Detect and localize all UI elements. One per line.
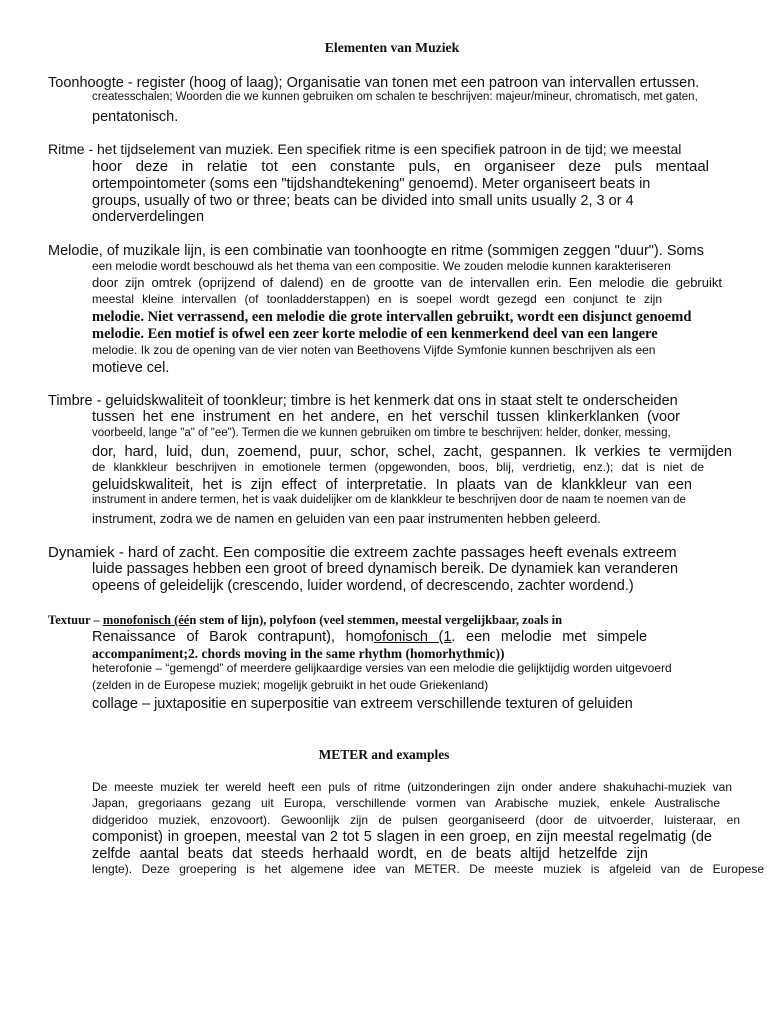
rhythm-line: onderverdelingen [92, 209, 205, 225]
timbre-line: instrument, zodra we de namen en geluiden van een paar instrumenten hebben geleerd. [92, 511, 601, 526]
rhythm-line: ortempointometer (soms een "tijdshandtekening" genoemd). Meter organiseert beats in [92, 176, 651, 192]
melody-line: melodie. Niet verrassend, een melodie die grote intervallen gebruikt, wordt een disjunct genoemd [92, 309, 692, 325]
texture-text: Renaissance of Barok contrapunt), hom [92, 629, 374, 645]
section-heading: METER and examples [318, 747, 450, 762]
pitch-line: createsschalen; Woorden die we kunnen gebruiken om schalen te beschrijven: majeur/mineur, chromatisch, met gaten, [92, 91, 698, 103]
melody-line: Melodie, of muzikale lijn, is een combinatie van toonhoogte en ritme (sommigen zeggen "duur"). Soms [48, 243, 704, 259]
rhythm-line: groups, usually of two or three; beats can be divided into small units usually 2, 3 or 4 [92, 193, 634, 209]
document-title: Elementen van Muziek [324, 40, 460, 55]
melody-line: een melodie wordt beschouwd als het thema van een compositie. We zouden melodie kunnen karakteriseren [92, 259, 671, 273]
texture-label: Textuur – [48, 613, 103, 627]
dynamics-line: opeens of geleidelijk (crescendo, luider wordend, of decrescendo, zachter wordend.) [92, 578, 634, 594]
texture-line: accompaniment;2. chords moving in the same rhythm (homorhythmic)) [92, 646, 505, 661]
dynamics-line: luide passages hebben een groot of breed dynamisch bereik. De dynamiek kan veranderen [92, 561, 679, 577]
timbre-line: voorbeeld, lange "a" of "ee"). Termen die we kunnen gebruiken om timbre te beschrijven: helder, donker, messing, [92, 427, 671, 439]
timbre-line: dor, hard, luid, dun, zoemend, puur, schor, schel, zacht, gespannen. Ik verkies te vermijden [92, 444, 732, 460]
meter-line: De meeste muziek ter wereld heeft een puls of ritme (uitzonderingen zijn onder andere shakuhachi-muziek van [92, 780, 732, 794]
meter-line: Japan, gregoriaans gezang uit Europa, verschillende vormen van Arabische muziek, enkele Australische [92, 796, 720, 810]
texture-underlined: monofonisch (éé [102, 613, 190, 627]
texture-underlined: ofonisch (1 [373, 629, 452, 645]
pitch-line: pentatonisch. [92, 109, 179, 125]
timbre-line: de klankkleur beschrijven in emotionele termen (opgewonden, boos, blij, verdrietig, enz.); dat is niet de [92, 460, 704, 474]
texture-text: n stem of lijn), polyfoon (veel stemmen, meestal vergelijkbaar, zoals in [189, 613, 563, 627]
meter-line: componist) in groepen, meestal van 2 tot 5 slagen in een groep, en zijn meestal regelmatig (de [92, 829, 712, 845]
rhythm-line: hoor deze in relatie tot een constante puls, en organiseer deze puls mentaal [92, 158, 709, 175]
melody-line: motieve cel. [92, 360, 170, 376]
texture-line: heterofonie – “gemengd” of meerdere gelijkaardige versies van een melodie die gelijktijdig worden uitgevoerd [92, 661, 672, 675]
dynamics-line: Dynamiek - hard of zacht. Een compositie die extreem zachte passages heeft evenals extreem [48, 544, 677, 561]
melody-line: melodie. Een motief is ofwel een zeer korte melodie of een kenmerkend deel van een langere [92, 326, 658, 342]
meter-line: zelfde aantal beats dat steeds herhaald wordt, en de beats altijd hetzelfde zijn [92, 846, 648, 862]
pitch-line: Toonhoogte - register (hoog of laag); Organisatie van tonen met een patroon van intervallen ertussen. [48, 75, 700, 91]
texture-line: (zelden in de Europese muziek; mogelijk gebruikt in het oude Griekenland) [92, 678, 489, 692]
melody-line: melodie. Ik zou de opening van de vier noten van Beethovens Vijfde Symfonie kunnen beschrijven als een [92, 343, 656, 357]
texture-line: collage – juxtapositie en superpositie van extreem verschillende texturen of geluiden [92, 696, 633, 712]
melody-line: door zijn omtrek (oprijzend of dalend) en de grootte van de intervallen erin. Een melodie die gebruikt [92, 275, 722, 290]
timbre-line: instrument in andere termen, het is vaak duidelijker om de klankkleur te beschrijven door de naam te noemen van de [92, 494, 686, 506]
timbre-line: tussen het ene instrument en het andere, en het verschil tussen klinkerklanken (voor [92, 409, 680, 425]
texture-line [48, 613, 562, 628]
rhythm-line: Ritme - het tijdselement van muziek. Een specifiek ritme is een specifiek patroon in de tijd; we meestal [48, 141, 682, 157]
meter-line: lengte). Deze groepering is het algemene idee van METER. De meeste muziek is afgeleid van de Europese [92, 862, 764, 876]
melody-line: meestal kleine intervallen (of toonladderstappen) en is soepel wordt gezegd een conjunct te zijn [92, 292, 662, 306]
timbre-line: geluidskwaliteit, het is zijn effect of interpretatie. In plaats van de klankkleur van een [92, 477, 692, 493]
texture-text: . een melodie met simpele [451, 629, 648, 645]
meter-line: didgeridoo muziek, enzovoort). Gewoonlijk zijn de pulsen georganiseerd (door de uitvoerder, luisteraar, en [92, 813, 740, 827]
timbre-line: Timbre - geluidskwaliteit of toonkleur; timbre is het kenmerk dat ons in staat stelt te onderscheiden [48, 393, 678, 409]
texture-line [92, 629, 647, 645]
